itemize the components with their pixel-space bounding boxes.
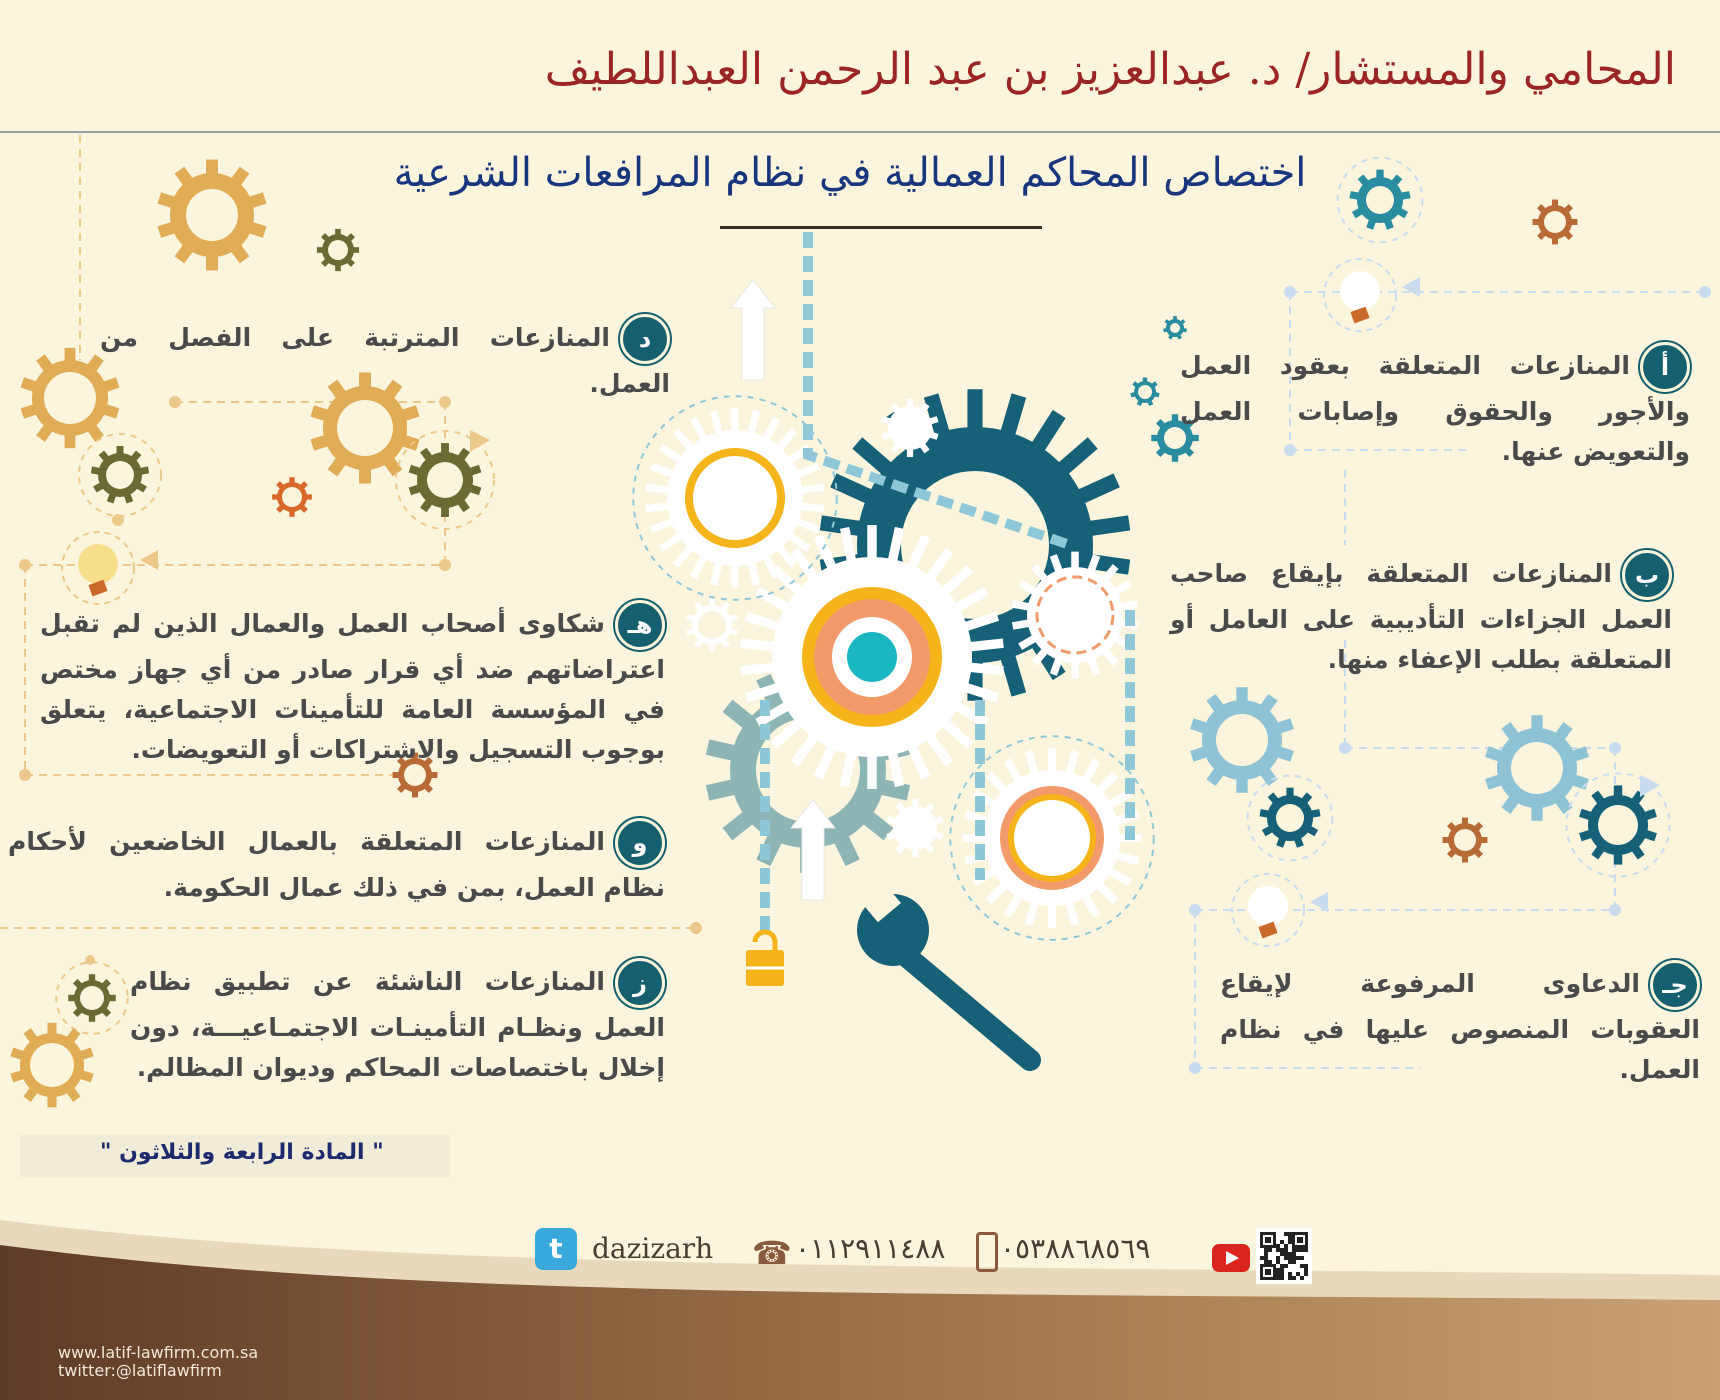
title-underline bbox=[720, 226, 1042, 229]
gear-icon bbox=[317, 229, 359, 271]
item-b-text: المنازعات المتعلقة بإيقاع صاحب العمل الجزاءات التأديبية على العامل أو المتعلقة بطلب الإعفاء منها. bbox=[1170, 559, 1672, 674]
qr-code-icon[interactable] bbox=[1256, 1228, 1312, 1284]
badge-w: و bbox=[615, 818, 665, 868]
item-a-text: المنازعات المتعلقة بعقود العمل والأجور والحقوق وإصابات العمل والتعويض عنها. bbox=[1180, 351, 1690, 466]
gear-icon bbox=[1485, 715, 1589, 821]
gear-icon bbox=[272, 477, 312, 517]
item-b bbox=[1170, 550, 1672, 680]
article-reference: " المادة الرابعة والثلاثون " bbox=[100, 1140, 384, 1165]
badge-z: ز bbox=[615, 958, 665, 1008]
gear-icon bbox=[1533, 200, 1578, 245]
gear-icon bbox=[686, 599, 738, 652]
badge-b: ب bbox=[1622, 550, 1672, 600]
padlock-icon bbox=[746, 932, 784, 986]
phone-icon: ☎ bbox=[752, 1234, 792, 1272]
lightbulb-icon bbox=[1324, 259, 1420, 331]
footer-twitter[interactable]: twitter:@latiflawfirm bbox=[58, 1361, 222, 1380]
item-w bbox=[8, 818, 665, 908]
youtube-icon[interactable] bbox=[1212, 1244, 1250, 1272]
twitter-icon[interactable]: t bbox=[535, 1228, 577, 1270]
badge-d: د bbox=[620, 314, 670, 364]
phone-number[interactable]: ٠١١٢٩١١٤٨٨ bbox=[795, 1232, 946, 1265]
item-d bbox=[100, 314, 670, 404]
arrow-up-icon bbox=[731, 280, 775, 380]
item-c bbox=[1220, 960, 1700, 1090]
gear-icon bbox=[157, 160, 266, 271]
item-w-text: المنازعات المتعلقة بالعمال الخاضعين لأحكام نظام العمل، بمن في ذلك عمال الحكومة. bbox=[8, 827, 665, 902]
item-a bbox=[1180, 342, 1690, 472]
footer-website-block bbox=[58, 1344, 258, 1380]
gear-icon bbox=[1190, 687, 1294, 793]
author-name: المحامي والمستشار/ د. عبدالعزيز بن عبد الرحمن العبداللطيف bbox=[544, 44, 1676, 95]
gear-icon bbox=[56, 962, 128, 1034]
mobile-number[interactable]: ٠٥٣٨٨٦٨٥٦٩ bbox=[1000, 1232, 1151, 1265]
lightbulb-icon bbox=[62, 532, 158, 604]
gear-icon bbox=[1338, 158, 1423, 243]
item-z bbox=[130, 958, 665, 1088]
item-h bbox=[40, 600, 665, 770]
gear-icon bbox=[1443, 818, 1488, 863]
badge-c: جـ bbox=[1650, 960, 1700, 1010]
badge-a: أ bbox=[1640, 342, 1690, 392]
gear-icon bbox=[1248, 776, 1333, 861]
twitter-handle[interactable]: dazizarh bbox=[592, 1232, 714, 1265]
header-divider bbox=[0, 131, 1720, 133]
page-title: اختصاص المحاكم العمالية في نظام المرافعات الشرعية bbox=[393, 150, 1307, 196]
footer-website[interactable]: www.latif-lawfirm.com.sa bbox=[58, 1343, 259, 1362]
gear-icon bbox=[1130, 377, 1159, 406]
gear-icon bbox=[1163, 316, 1187, 339]
item-h-text: شكاوى أصحاب العمل والعمال الذين لم تقبل اعتراضاتهم ضد أي قرار صادر من أي جهاز مختص في المؤسسة العامة للتأمينات الاجتماعية، يتعلق بوجوب التسجيل والاشتراكات أو التعويضات. bbox=[40, 609, 665, 764]
badge-h: هـ bbox=[615, 600, 665, 650]
gear-icon bbox=[79, 434, 161, 516]
gear-icon bbox=[1566, 773, 1669, 876]
item-d-text: المنازعات المترتبة على الفصل من العمل. bbox=[100, 323, 670, 398]
lightbulb-icon bbox=[1232, 874, 1328, 946]
gear-icon bbox=[886, 799, 943, 857]
item-c-text: الدعاوى المرفوعة لإيقاع العقوبات المنصوص عليها في نظام العمل. bbox=[1220, 969, 1700, 1084]
item-z-text: المنازعات الناشئة عن تطبيق نظام العمل ونظـام التأمينـات الاجتمـاعيـــة، دون إخلال باختصاصات المحاكم وديوان المظالم. bbox=[130, 967, 665, 1082]
mobile-icon bbox=[976, 1232, 998, 1272]
gear-icon bbox=[10, 1023, 93, 1107]
wrench-icon bbox=[849, 869, 1030, 1060]
